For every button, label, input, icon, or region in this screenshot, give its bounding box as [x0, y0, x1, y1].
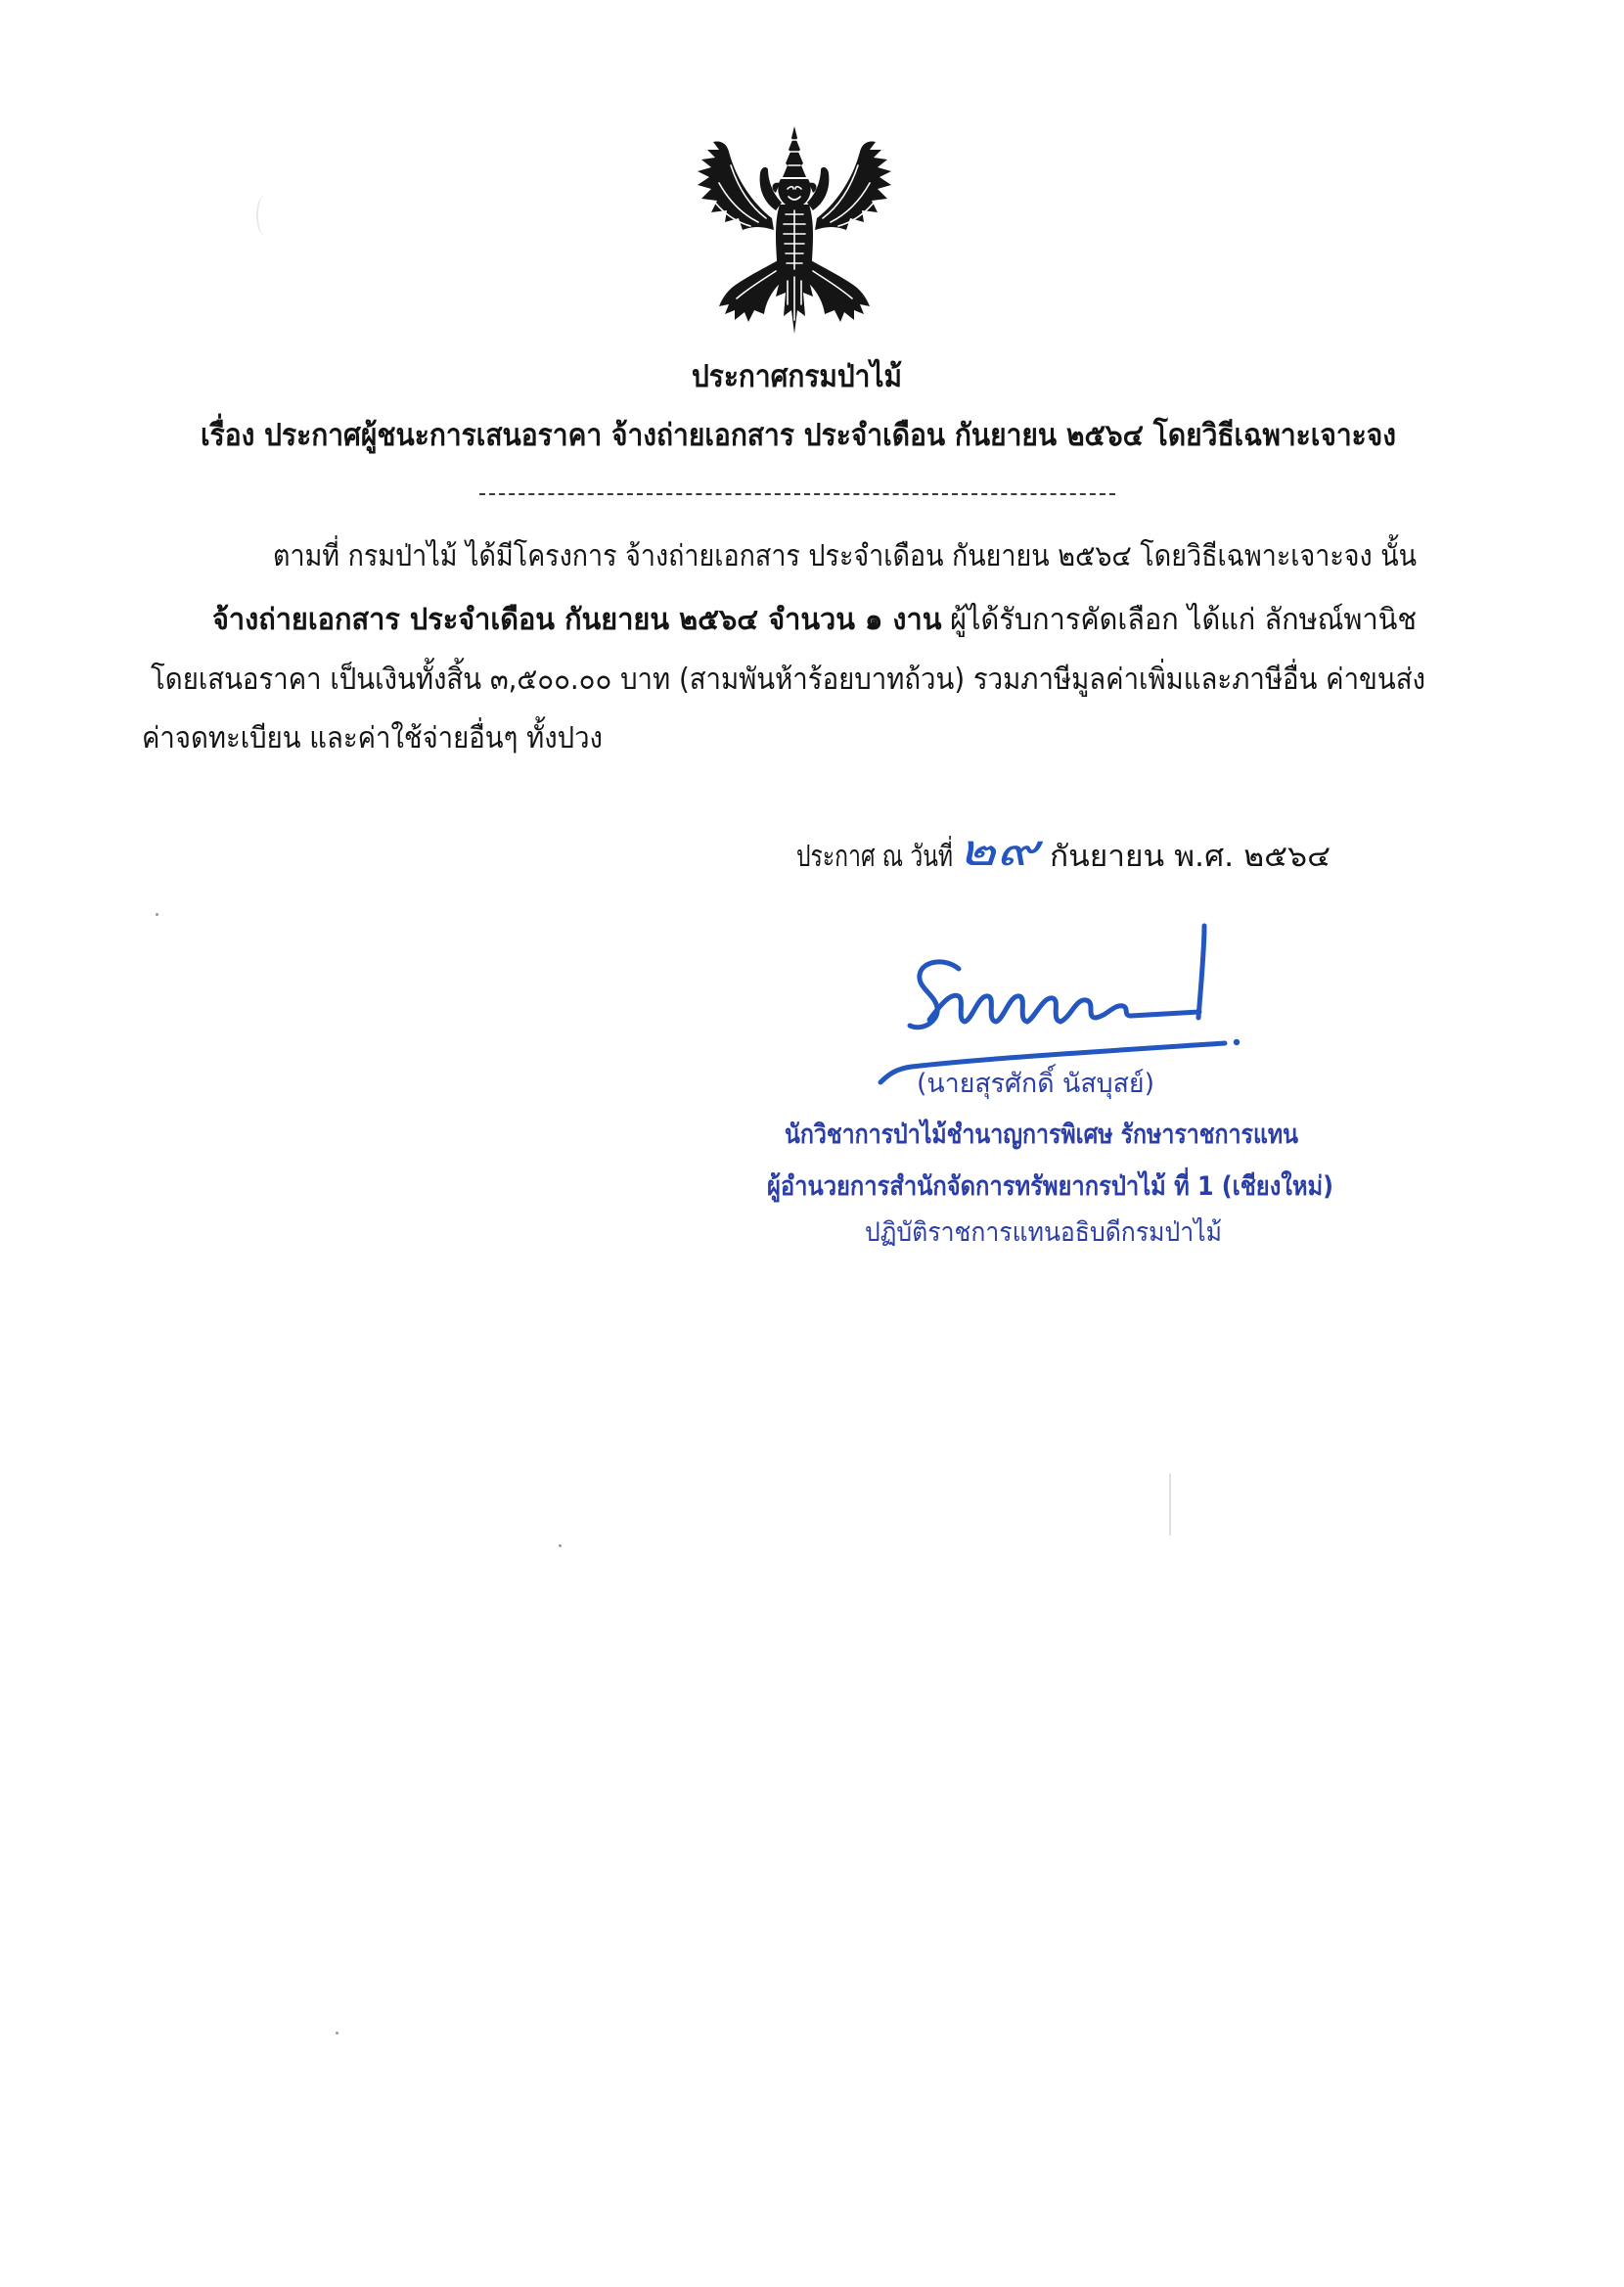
- signatory-name: [917, 1063, 1154, 1106]
- body-line-3: [151, 659, 1425, 702]
- date-suffix: [1050, 836, 1331, 879]
- body-line-2-rest: ผู้ได้รับการคัดเลือก ได้แก่ ลักษณ์พานิช: [950, 603, 1417, 637]
- signatory-position-1: [785, 1114, 1298, 1157]
- signature-dot: [1234, 1039, 1240, 1045]
- scan-artifact: [1169, 1474, 1171, 1535]
- body-line-2-bold: จ้างถ่ายเอกสาร ประจำเดือน กันยายน ๒๕๖๔ จำนวน ๑ งาน: [212, 603, 942, 637]
- body-line-4-text: ค่าจดทะเบียน และค่าใช้จ่ายอื่นๆ ทั้งปวง: [142, 721, 603, 755]
- signatory-position-2-text: ผู้อำนวยการสำนักจัดการทรัพยากรป่าไม้ ที่ 1 (เชียงใหม่): [767, 1171, 1333, 1202]
- signatory-position-3: [865, 1212, 1222, 1255]
- body-line-1: [273, 535, 1417, 578]
- body-line-3-text: โดยเสนอราคา เป็นเงินทั้งสิ้น ๓,๕๐๐.๐๐ บาท (สามพันห้าร้อยบาทถ้วน) รวมภาษีมูลค่าเพิ่มและภาษีอื่น ค่าขนส่ง: [151, 663, 1425, 697]
- scan-speck: [559, 1544, 562, 1547]
- date-suffix-text: กันยายน พ.ศ. ๒๕๖๔: [1050, 840, 1331, 874]
- date-prefix: [796, 836, 953, 879]
- document-title: [692, 355, 902, 398]
- scan-artifact: [256, 196, 272, 235]
- signatory-name-text: (นายสุรศักดิ์ นัสบุสย์): [917, 1069, 1154, 1099]
- signatory-position-2: [767, 1166, 1333, 1209]
- body-line-2: [212, 599, 1417, 642]
- scan-speck: [156, 913, 158, 916]
- document-subject: [201, 414, 1396, 457]
- date-day-handwritten: [958, 824, 1038, 879]
- signature-stroke: [929, 995, 1199, 1022]
- dashed-divider: [479, 493, 1115, 495]
- date-day-handwritten-text: ๒๙: [958, 826, 1038, 876]
- body-line-4: [142, 717, 603, 760]
- document-subject-text: เรื่อง ประกาศผู้ชนะการเสนอราคา จ้างถ่ายเอกสาร ประจำเดือน กันยายน ๒๕๖๔ โดยวิธีเฉพาะเจาะจง: [201, 418, 1396, 453]
- signature-stroke: [1198, 926, 1204, 1018]
- scan-speck: [336, 2032, 338, 2035]
- body-line-1-text: ตามที่ กรมป่าไม้ ได้มีโครงการ จ้างถ่ายเอกสาร ประจำเดือน กันยายน ๒๕๖๔ โดยวิธีเฉพาะเจาะจง นั้น: [273, 539, 1417, 573]
- signatory-position-3-text: ปฏิบัติราชการแทนอธิบดีกรมป่าไม้: [865, 1217, 1222, 1248]
- document-title-text: ประกาศกรมป่าไม้: [692, 359, 902, 394]
- garuda-emblem: [690, 124, 899, 337]
- signatory-position-1-text: นักวิชาการป่าไม้ชำนาญการพิเศษ รักษาราชการแทน: [785, 1120, 1298, 1150]
- date-prefix-text: ประกาศ ณ วันที่: [796, 840, 953, 874]
- body-line-2-text: [212, 599, 1417, 642]
